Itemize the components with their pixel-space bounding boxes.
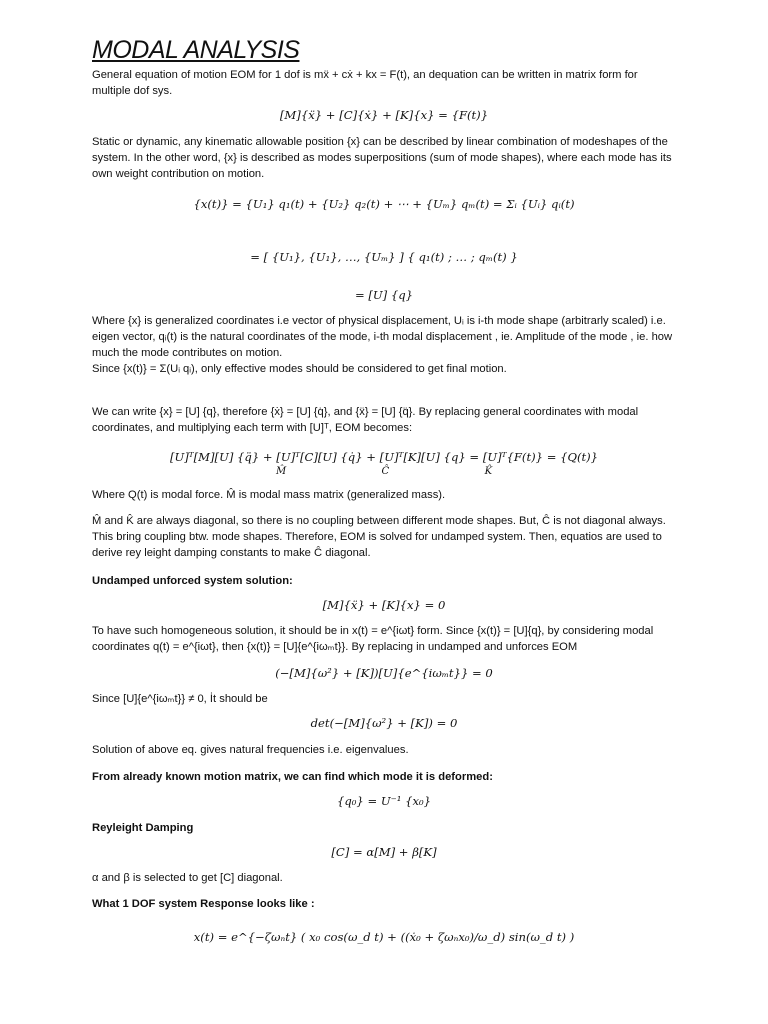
paragraph-modeshapes: Static or dynamic, any kinematic allowable position {x} can be described by linear combination of modeshapes of the system. In the other word, {x} is described as modes superpositions (sum of mode shapes), where each mode has its own weight contribution on motion. [92,136,672,180]
equation-matrix-eom: [M]{ẍ} + [C]{ẋ} + [K]{x} = {F(t)} [279,108,489,122]
equation-1dof-response: x(t) = e^{−ζωₙt} ( x₀ cos(ω_d t) + ((ẋ₀ + ζωₙx₀)/ω_d) sin(ω_d t) ) [193,930,575,944]
equation-u-times-q: = [U] {q} [354,288,414,302]
equation-mode-superposition: {x(t)} = {U₁} q₁(t) + {U₂} q₂(t) + ⋯ + {Uₘ} qₘ(t) = Σᵢ {Uᵢ} qᵢ(t) [193,197,575,211]
heading-rayleigh-damping: Reyleight Damping [92,822,194,834]
paragraph-alpha-beta: α and β is selected to get [C] diagonal. [92,872,283,884]
paragraph-diagonal-matrices: M̂ and K̂ are always diagonal, so there is no coupling between different mode shapes. But, Ĉ is not diagonal always. This bring coupling btw. mode shapes. Therefore, EOM is solved for undamped system. Then, equatios are used to derive rey leight damping constants to make Ĉ diagonal. [92,515,666,559]
equation-modal-eom: [U]ᵀ[M][U] {q̈} + [U]ᵀ[C][U] {q̇} + [U]ᵀ[K][U] {q} = [U]ᵀ{F(t)} = {Q(t)} [169,450,599,464]
equation-modal-underbraces: M̂ Ĉ K̂ [275,466,493,477]
paragraph-modal-coordinates: We can write {x} = [U] {q}, therefore {ẋ} = [U] {q̇}, and {ẍ} = [U] {q̈}. By replacing general coordinates with modal coordinates, and multiplying each term with [U]ᵀ, EOM becomes: [92,406,639,434]
equation-initial-modal: {q₀} = U⁻¹ {x₀} [336,794,432,808]
heading-1dof-response: What 1 DOF system Response looks like : [92,898,315,910]
equation-undamped: [M]{ẍ} + [K]{x} = 0 [322,598,446,612]
paragraph-modal-force: Where Q(t) is modal force. M̂ is modal mass matrix (generalized mass). [92,489,446,501]
equation-eigen-substitution: (−[M]{ω²} + [K])[U]{e^{iωₘt}} = 0 [275,666,493,680]
paragraph-nonzero-condition: Since [U]{e^{iωₘt}} ≠ 0, İt should be [92,693,268,705]
equation-rayleigh: [C] = α[M] + β[K] [331,845,437,859]
paragraph-homogeneous-solution: To have such homogeneous solution, it should be in x(t) = e^{iωt} form. Since {x(t)} = [U]{q}, by considering modal coordinates q(t) = e^{iωt}, then {x(t)} = [U]{e^{iωₘt}}. By replacing in undamped and unforces EOM [92,625,654,653]
equation-determinant: det(−[M]{ω²} + [K]) = 0 [310,716,458,730]
paragraph-eigenvalues: Solution of above eq. gives natural frequencies i.e. eigenvalues. [92,744,409,756]
paragraph-effective-modes: Since {x(t)} = Σ(Uᵢ qᵢ), only effective modes should be considered to get final motion. [92,363,507,375]
heading-undamped-unforced: Undamped unforced system solution: [92,575,293,587]
heading-known-motion: From already known motion matrix, we can find which mode it is deformed: [92,771,493,783]
page-title: MODAL ANALYSIS [92,36,300,64]
equation-mode-matrix-form: = [ {U₁}, {U₁}, …, {Uₘ} ] { q₁(t) ; … ; qₘ(t) } [250,250,518,264]
paragraph-definitions: Where {x} is generalized coordinates i.e vector of physical displacement, Uᵢ is i-th mode shape (arbitrarly scaled) i.e. eigen vector, qᵢ(t) is the natural coordinates of the mode, i-th modal displacement , ie. Amplitude of the mode , ie. how much the mode contributes on motion. [92,315,673,359]
paragraph-eom-intro: General equation of motion EOM for 1 dof is mẍ + cẋ + kx = F(t), an dequation can be written in matrix form for multiple dof sys. [92,69,638,97]
